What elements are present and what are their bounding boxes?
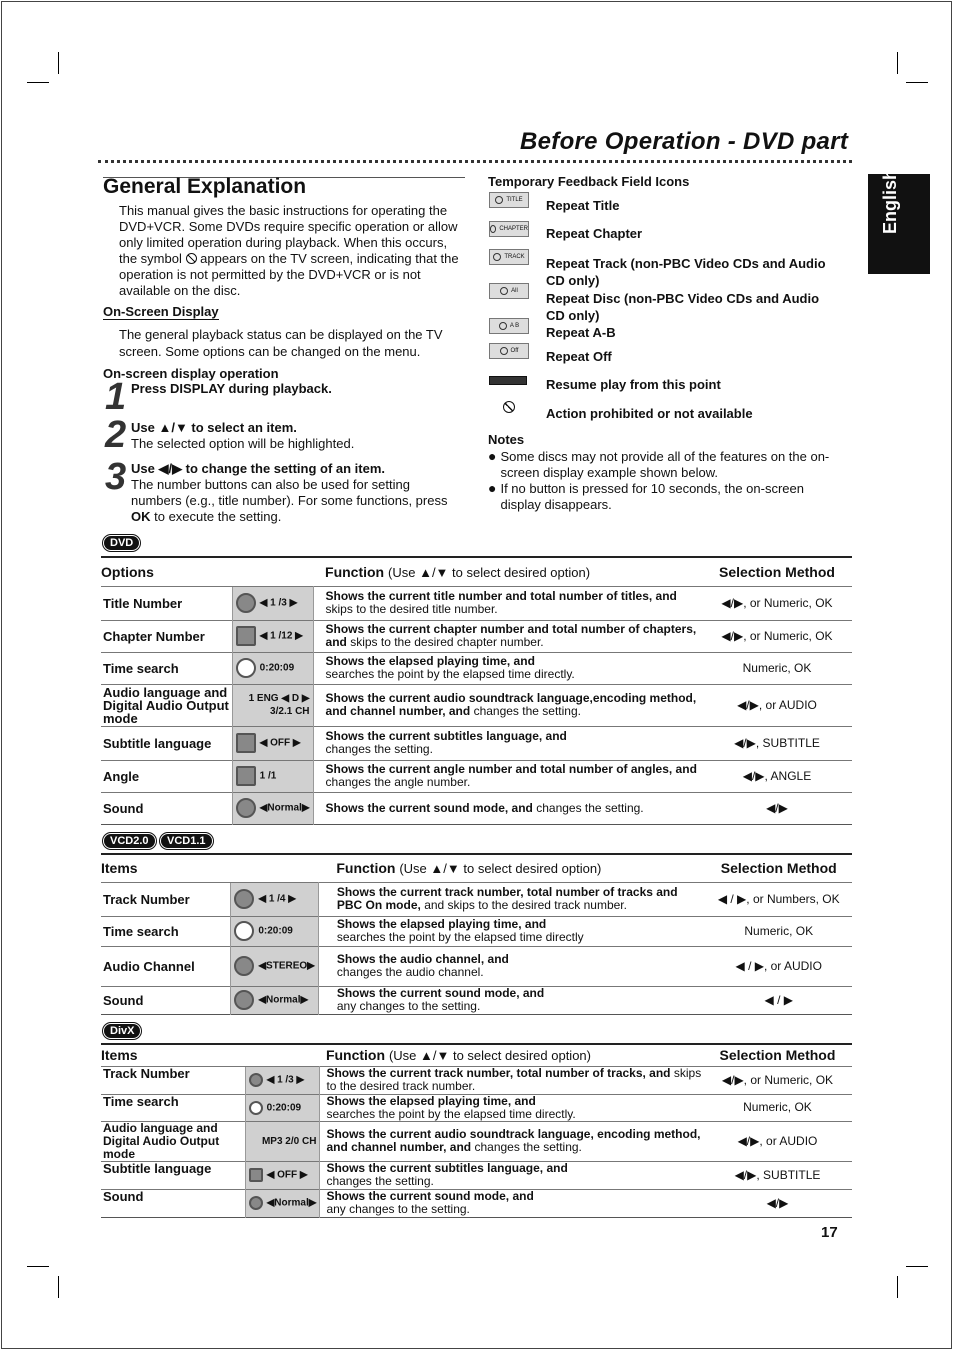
col-header-function: Function (Use ▲/▼ to select desired option)	[336, 860, 602, 877]
function-text: Shows the elapsed playing time, and searches the point by the elapsed time directly.	[320, 1094, 703, 1121]
time-search-osd-icon: 0:20:09	[232, 652, 313, 684]
option-label: Time search	[101, 652, 232, 684]
language-tab	[868, 168, 930, 274]
page-number: 17	[821, 1224, 838, 1241]
option-label: Track Number	[101, 1066, 245, 1094]
function-text: Shows the current sound mode, and any changes to the setting.	[320, 1189, 703, 1217]
osd-text: The general playback status can be displayed on the TV screen. Some options can be changed on the menu.	[119, 327, 443, 359]
selection-method: Numeric, OK	[703, 1094, 852, 1121]
intro-text-a: This manual gives the basic instructions for operating the DVD+VCR. Some DVDs require specific operation or allow only limited operation during playback. When this occurs, the symbol	[119, 203, 458, 266]
ok-key-label: OK	[131, 509, 151, 524]
repeat-ab-icon: A B	[489, 318, 529, 334]
repeat-track-icon: TRACK	[489, 249, 529, 265]
crop-mark	[27, 1266, 49, 1267]
selection-method: ◀/▶, SUBTITLE	[702, 726, 852, 760]
option-label: Subtitle language	[101, 1161, 245, 1189]
option-label: Angle	[101, 760, 232, 792]
option-label: Audio language and Digital Audio Output mode	[101, 1121, 245, 1161]
col-header-function: Function (Use ▲/▼ to select desired option)	[325, 563, 591, 580]
header-divider	[98, 160, 852, 163]
divx-badge: DivX	[103, 1023, 141, 1039]
page-header-title: Before Operation - DVD part	[520, 128, 849, 155]
table-row	[101, 726, 852, 760]
selection-method: ◀/▶, or Numeric, OK	[702, 620, 852, 652]
step-body-text: The number buttons can also be used for setting numbers (e.g., title number). For some functions, press	[131, 477, 448, 508]
table-row	[101, 1094, 852, 1121]
feedback-label: Repeat A-B	[546, 325, 616, 340]
option-label: Sound	[101, 986, 231, 1014]
selection-method: Numeric, OK	[705, 916, 852, 946]
step-number: 3	[105, 456, 127, 498]
option-label: Sound	[101, 1189, 245, 1217]
function-text: Shows the current subtitles language, and changes the setting.	[313, 726, 702, 760]
table-row	[101, 792, 852, 824]
step-title: Use ◀/▶ to change the setting of an item.	[131, 461, 386, 476]
step-body: The selected option will be highlighted.	[131, 436, 355, 451]
step-number: 1	[105, 376, 127, 418]
function-text: Shows the current audio soundtrack language,encoding method, and channel number, and changes the setting.	[313, 684, 702, 726]
intro-paragraph	[119, 203, 465, 299]
track-number-osd-icon: ◀ 1 /3 ▶	[245, 1066, 320, 1094]
table-row	[101, 986, 852, 1014]
title-number-osd-icon: ◀ 1 /3 ▶	[232, 586, 313, 620]
table-row	[101, 946, 852, 986]
crop-mark	[906, 82, 928, 83]
osd-heading: On-Screen Display	[103, 304, 219, 319]
notes-heading: Notes	[488, 432, 525, 447]
option-label: Chapter Number	[101, 620, 232, 652]
crop-mark	[58, 1276, 59, 1298]
function-text: Shows the audio channel, and changes the audio channel.	[318, 946, 705, 986]
crop-mark	[27, 82, 49, 83]
step-body-text: to execute the setting.	[154, 509, 282, 524]
dvd-badge: DVD	[103, 535, 140, 551]
function-text: Shows the current audio soundtrack language, encoding method, and channel number, and changes the setting.	[320, 1121, 703, 1161]
selection-method: ◀/▶, or AUDIO	[702, 684, 852, 726]
col-header-function: Function (Use ▲/▼ to select desired option)	[325, 1047, 591, 1064]
function-text: Shows the current track number, total number of tracks and PBC On mode, and skips to the desired track number.	[318, 882, 705, 916]
feedback-label: Repeat Title	[546, 198, 620, 213]
function-text: Shows the current subtitles language, and changes the setting.	[320, 1161, 703, 1189]
table-row	[101, 760, 852, 792]
note-text: If no button is pressed for 10 seconds, the on-screen display disappears.	[500, 481, 804, 512]
prohibited-icon	[186, 253, 197, 264]
col-header-items: Items	[101, 1047, 138, 1064]
audio-channel-osd-icon: ◀STEREO▶	[231, 946, 319, 986]
col-header-items: Items	[101, 860, 138, 877]
selection-method: ◀/▶, or Numeric, OK	[702, 586, 852, 620]
selection-method: ◀/▶	[702, 792, 852, 824]
function-text: Shows the current chapter number and total number of chapters, and skips to the desired chapter number.	[313, 620, 702, 652]
col-header-options: Options	[101, 563, 154, 580]
selection-method: ◀/▶, or Numeric, OK	[703, 1066, 852, 1094]
angle-osd-icon: 1 /1	[232, 760, 313, 792]
feedback-label: Resume play from this point	[546, 377, 721, 392]
resume-play-icon	[489, 376, 527, 385]
function-text: Shows the current track number, total number of tracks, and skips to the desired track number.	[320, 1066, 703, 1094]
time-search-osd-icon: 0:20:09	[231, 916, 319, 946]
sound-osd-icon: ◀Normal▶	[231, 986, 319, 1014]
option-label: Subtitle language	[101, 726, 232, 760]
vcd11-badge: VCD1.1	[160, 833, 213, 849]
selection-method: ◀ / ▶, or Numbers, OK	[705, 882, 852, 916]
option-label: Audio Channel	[101, 946, 231, 986]
crop-mark	[906, 1266, 928, 1267]
repeat-disc-icon: All	[489, 283, 529, 299]
step-title: Press DISPLAY during playback.	[131, 381, 332, 396]
option-label: Audio language and Digital Audio Output mode	[101, 684, 232, 726]
subtitle-osd-icon: ◀ OFF ▶	[232, 726, 313, 760]
intro-text-b: appears on the TV screen, indicating that the operation is not permitted by the DVD+VCR or is not available on the disc.	[119, 251, 459, 298]
option-label: Time search	[101, 916, 231, 946]
feedback-label: Repeat Off	[546, 349, 612, 364]
selection-method: ◀/▶, ANGLE	[702, 760, 852, 792]
selection-method: ◀/▶	[703, 1189, 852, 1217]
vcd-items-table	[101, 853, 852, 1015]
note-item: ● Some discs may not provide all of the features on the on-screen display example shown below.	[488, 449, 848, 481]
dvd-options-table	[101, 556, 852, 825]
language-tab-label: English	[880, 168, 900, 234]
repeat-off-icon: Off	[489, 343, 529, 359]
sound-osd-icon: ◀Normal▶	[245, 1189, 320, 1217]
feedback-label: Action prohibited or not available	[546, 406, 753, 421]
table-row	[101, 684, 852, 726]
repeat-title-icon: TITLE	[489, 192, 529, 208]
table-row	[101, 1066, 852, 1094]
step-number: 2	[105, 414, 127, 456]
notes-list	[488, 449, 848, 513]
function-text: Shows the elapsed playing time, and searches the point by the elapsed time directly.	[313, 652, 702, 684]
feedback-label: Repeat Disc (non-PBC Video CDs and Audio CD only)	[546, 291, 820, 323]
option-label: Time search	[101, 1094, 245, 1121]
selection-method: ◀ / ▶	[705, 986, 852, 1014]
function-text: Shows the current sound mode, and changes the setting.	[313, 792, 702, 824]
time-search-osd-icon: 0:20:09	[245, 1094, 320, 1121]
function-text: Shows the current title number and total number of titles, and skips to the desired title number.	[313, 586, 702, 620]
sound-osd-icon: ◀Normal▶	[232, 792, 313, 824]
feedback-heading: Temporary Feedback Field Icons	[488, 174, 690, 189]
repeat-chapter-icon: CHAPTER	[489, 221, 529, 237]
table-row	[101, 1161, 852, 1189]
col-header-selection: Selection Method	[719, 563, 835, 580]
divx-items-table	[101, 1043, 852, 1218]
prohibited-icon	[503, 401, 515, 413]
table-row	[101, 1121, 852, 1161]
selection-method: ◀/▶, or AUDIO	[703, 1121, 852, 1161]
crop-mark	[897, 1276, 898, 1298]
selection-method: ◀/▶, SUBTITLE	[703, 1161, 852, 1189]
selection-method: Numeric, OK	[702, 652, 852, 684]
table-row	[101, 1189, 852, 1217]
selection-method: ◀ / ▶, or AUDIO	[705, 946, 852, 986]
function-text: Shows the current angle number and total number of angles, and changes the angle number.	[313, 760, 702, 792]
col-header-selection: Selection Method	[719, 1047, 836, 1064]
table-row	[101, 916, 852, 946]
function-text: Shows the elapsed playing time, and searches the point by the elapsed time directly	[318, 916, 705, 946]
vcd20-badge: VCD2.0	[103, 833, 156, 849]
crop-mark	[58, 52, 59, 74]
note-item: ● If no button is pressed for 10 seconds, the on-screen display disappears.	[488, 481, 848, 513]
subtitle-osd-icon: ◀ OFF ▶	[245, 1161, 320, 1189]
option-label: Sound	[101, 792, 232, 824]
section-title: General Explanation	[103, 175, 307, 198]
track-number-osd-icon: ◀ 1 /4 ▶	[231, 882, 319, 916]
crop-mark	[897, 52, 898, 74]
feedback-label: Repeat Track (non-PBC Video CDs and Audio CD only)	[546, 256, 826, 288]
table-row	[101, 620, 852, 652]
option-label: Track Number	[101, 882, 231, 916]
step-title: Use ▲/▼ to select an item.	[131, 420, 297, 435]
chapter-number-osd-icon: ◀ 1 /12 ▶	[232, 620, 313, 652]
table-row	[101, 586, 852, 620]
option-label: Title Number	[101, 586, 232, 620]
audio-language-osd-icon: 1 ENG ◀ D ▶ 3/2.1 CH	[232, 684, 313, 726]
feedback-label: Repeat Chapter	[546, 226, 643, 241]
note-text: Some discs may not provide all of the features on the on-screen display example shown below.	[500, 449, 830, 480]
function-text: Shows the current sound mode, and any changes to the setting.	[318, 986, 705, 1014]
table-row	[101, 652, 852, 684]
col-header-selection: Selection Method	[720, 860, 837, 877]
osd-operation-heading: On-screen display operation	[103, 366, 279, 381]
audio-language-osd-icon: MP3 2/0 CH	[245, 1121, 320, 1161]
table-row	[101, 882, 852, 916]
step-body	[131, 477, 461, 525]
